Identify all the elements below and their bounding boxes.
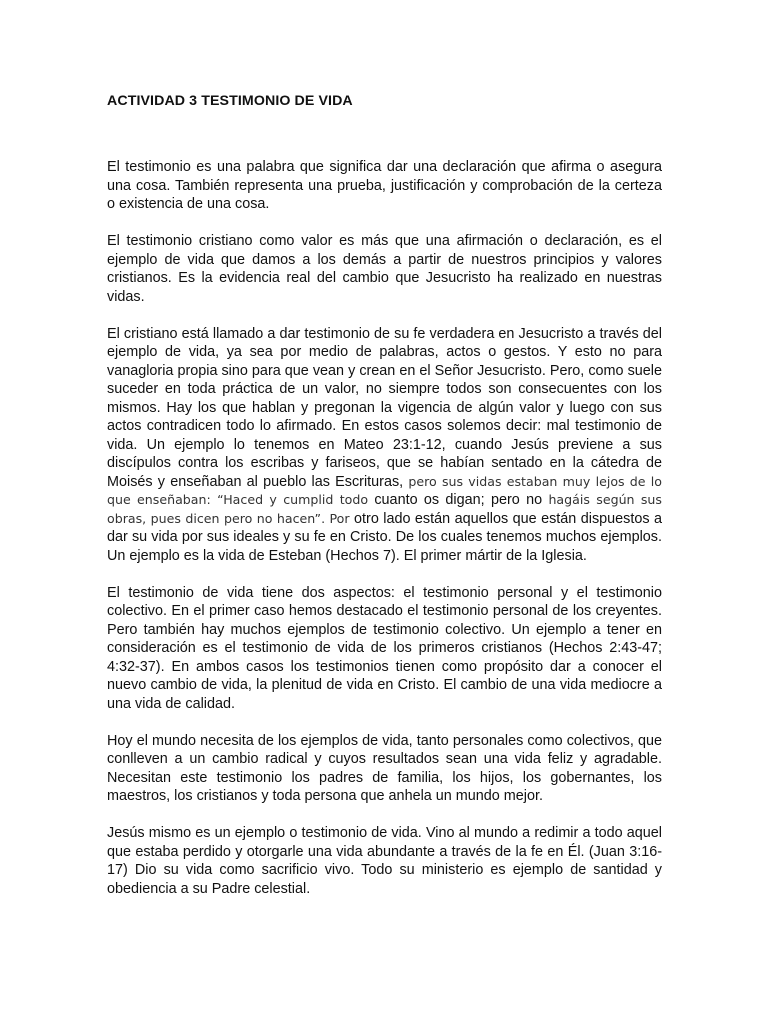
paragraph-two-aspects: El testimonio de vida tiene dos aspectos: el testimonio personal y el testimonio colectivo. En el primer caso hemos destacado el testimonio personal de los creyentes. Pero también hay muchos ejemplos de testimonio colectivo. Un ejemplo a tener en consideración es el testimonio de vida de los primeros cristianos (Hechos 2:43-47; 4:32-37). En ambos casos los testimonios tienen como propósito dar a conocer el nuevo cambio de vida, la plenitud de vida en Cristo. El cambio de una vida mediocre a una vida de calidad. [107, 584, 662, 712]
paragraph-world-needs: Hoy el mundo necesita de los ejemplos de vida, tanto personales como colectivos, que conlleven a un cambio radical y cuyos resultados sean una vida feliz y agradable. Necesitan este testimonio los padres de familia, los hijos, los gobernantes, los maestros, los cristianos y toda persona que anhela un mundo mejor. [107, 732, 662, 804]
paragraph-christian-testimony: El testimonio cristiano como valor es más que una afirmación o declaración, es el ejemplo de vida que damos a los demás a partir de nuestros principios y valores cristianos. Es la evidencia real del cambio que Jesucristo ha realizado en nuestras vidas. [107, 233, 662, 305]
paragraph-definition: El testimonio es una palabra que significa dar una declaración que afirma o asegura una cosa. También representa una prueba, justificación y comprobación de la certeza o existencia de una cosa. [107, 159, 662, 212]
quote-text-segment: pero sus vidas estaban muy lejos de lo que enseñaban: “Haced y cumplid todo [107, 473, 662, 507]
paragraph-text-segment: El cristiano está llamado a dar testimonio de su fe verdadera en Jesucristo a través del ejemplo de vida, ya sea por medio de palabras, actos o gestos. Y esto no para vanagloria propia sino para que vean y crean en el Señor Jesucristo. Pero, como suele suceder en toda práctica de un valor, no siempre todos son consecuentes con los mismos. Hay los que hablan y pregonan la vigencia de algún valor y luego con sus actos contradicen todo lo afirmado. En estos casos solemos decir: mal testimonio de vida. Un ejemplo lo tenemos en Mateo 23:1-12, cuando Jesús previene a sus discípulos contra los escribas y fariseos, que se habían sentado en la cátedra de Moisés y enseñaban al pueblo las Escrituras, [107, 325, 662, 490]
paragraph-jesus-example: Jesús mismo es un ejemplo o testimonio de vida. Vino al mundo a redimir a todo aquel que estaba perdido y otorgarle una vida abundante a través de la fe en Él. (Juan 3:16-17) Dio su vida como sacrificio vivo. Todo su ministerio es ejemplo de santidad y obediencia a su Padre celestial. [107, 825, 662, 897]
paragraph-called-to-testify [107, 325, 662, 566]
quote-text-segment: hagáis según sus obras, pues dicen pero no hacen”. Por [107, 492, 662, 526]
paragraph-text-segment: cuanto os digan; pero no [368, 492, 549, 508]
document-page [107, 92, 662, 917]
document-title: ACTIVIDAD 3 TESTIMONIO DE VIDA [107, 93, 353, 109]
paragraph-text-segment: otro lado están aquellos que están dispuestos a dar su vida por sus ideales y su fe en Cristo. De los cuales tenemos muchos ejemplos. Un ejemplo es la vida de Esteban (Hechos 7). El primer mártir de la Iglesia. [107, 510, 662, 564]
